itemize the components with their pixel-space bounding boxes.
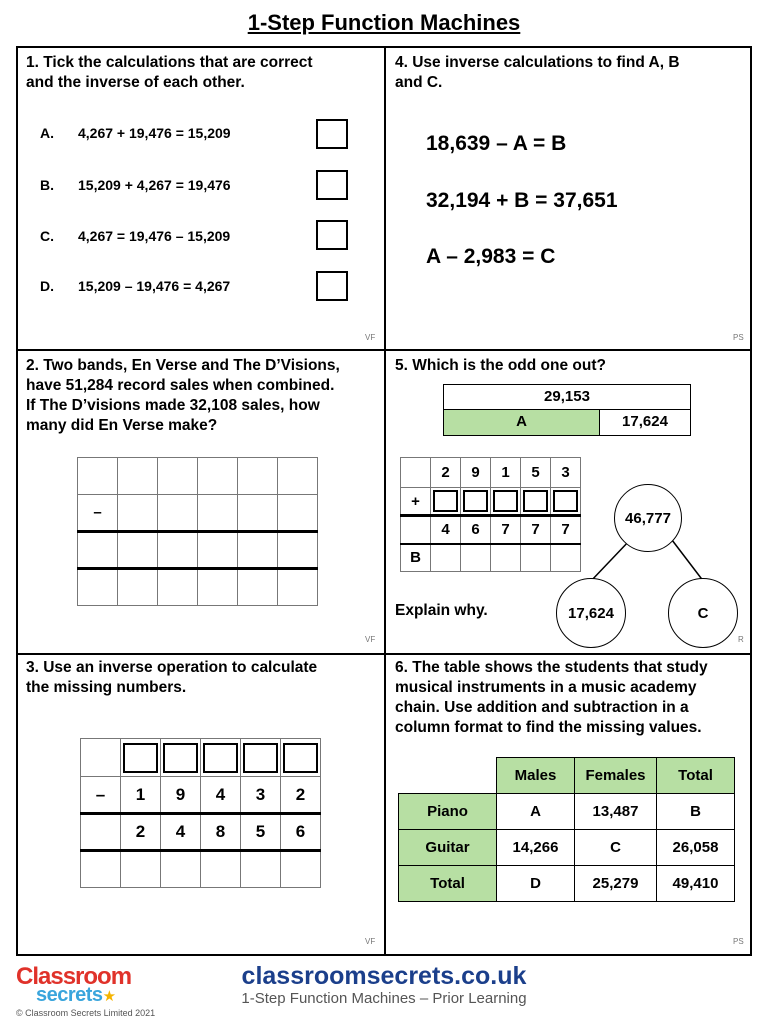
column-divider	[384, 48, 386, 954]
q6-prompt: 6. The table shows the students that study musical instruments in a music academy chain. Use addition and subtraction in a column format to find the missing values.	[395, 659, 708, 736]
q5-missing-digit-box[interactable]	[433, 490, 458, 512]
q5-tag: R	[738, 635, 744, 644]
header-females: Females	[575, 758, 657, 794]
q5-explain: Explain why.	[395, 602, 488, 619]
q4-equation-3: A – 2,983 = C	[426, 245, 556, 268]
header-total: Total	[657, 758, 735, 794]
table-row: Piano A 13,487 B	[399, 794, 735, 830]
q5-prompt: 5. Which is the odd one out?	[395, 357, 606, 374]
q3-tag: VF	[365, 937, 376, 946]
q5-missing-digit-box[interactable]	[463, 490, 488, 512]
bar-model-part-a: A	[443, 409, 600, 436]
q2-column-grid	[77, 457, 318, 606]
q5-plus-sign: +	[401, 488, 431, 516]
q4-equation-1: 18,639 – A = B	[426, 132, 567, 155]
footer-url[interactable]: classroomsecrets.co.uk	[241, 962, 527, 990]
bar-model-total: 29,153	[443, 384, 691, 410]
table-row: Guitar 14,266 C 26,058	[399, 830, 735, 866]
part-whole-part-left: 17,624	[556, 578, 626, 648]
tick-box-c[interactable]	[316, 220, 348, 250]
row-divider-2	[18, 653, 750, 655]
classroom-secrets-logo-line2: secrets★	[36, 984, 116, 1006]
copyright: © Classroom Secrets Limited 2021	[16, 1008, 156, 1018]
q2-prompt: 2. Two bands, En Verse and The D’Visions, have 51,284 record sales when combined. If The D’visions made 32,108 sales, how many did En Verse make?	[26, 357, 340, 434]
q1-row-d: D. 15,209 – 19,476 = 4,267	[40, 278, 231, 294]
q2-minus-sign: –	[78, 495, 118, 532]
q6-tag: PS	[733, 937, 744, 946]
page-title: 1-Step Function Machines	[247, 10, 521, 35]
q1-row-c: C. 4,267 = 19,476 – 15,209	[40, 228, 231, 244]
instrument-table	[398, 757, 735, 902]
q1-row-a: A. 4,267 + 19,476 = 15,209	[40, 125, 231, 141]
q3-missing-digit-box[interactable]	[243, 743, 278, 773]
q4-tag: PS	[733, 333, 744, 342]
part-whole-part-right: C	[668, 578, 738, 648]
part-whole-whole: 46,777	[614, 484, 682, 552]
q3-minus-sign: –	[81, 777, 121, 814]
classroom-secrets-logo: Classroom	[16, 963, 132, 990]
q2-tag: VF	[365, 635, 376, 644]
tick-box-d[interactable]	[316, 271, 348, 301]
q1-row-b: B. 15,209 + 4,267 = 19,476	[40, 177, 231, 193]
q4-equation-2: 32,194 + B = 37,651	[426, 189, 618, 212]
q3-missing-digit-box[interactable]	[283, 743, 318, 773]
q3-missing-digit-box[interactable]	[203, 743, 238, 773]
q5-missing-digit-box[interactable]	[523, 490, 548, 512]
tick-box-a[interactable]	[316, 119, 348, 149]
star-icon: ★	[102, 988, 116, 1005]
q5-missing-digit-box[interactable]	[493, 490, 518, 512]
table-row: Total D 25,279 49,410	[399, 866, 735, 902]
q3-missing-digit-box[interactable]	[123, 743, 158, 773]
footer-subtitle: 1-Step Function Machines – Prior Learning	[241, 990, 527, 1007]
q3-missing-digit-box[interactable]	[163, 743, 198, 773]
q1-tag: VF	[365, 333, 376, 342]
q5-column-addition: 2 9 1 5 3 + 4 6 7 7 7 B	[400, 457, 581, 572]
bar-model-part-b: 17,624	[599, 409, 691, 436]
tick-box-b[interactable]	[316, 170, 348, 200]
row-divider-1	[18, 349, 750, 351]
q5-label-b: B	[401, 544, 431, 572]
q3-column-grid: – 1 9 4 3 2 2 4 8 5 6	[80, 738, 321, 888]
q3-prompt: 3. Use an inverse operation to calculate the missing numbers.	[26, 659, 318, 696]
q4-prompt: 4. Use inverse calculations to find A, B and C.	[395, 54, 680, 91]
q1-prompt: 1. Tick the calculations that are correct and the inverse of each other.	[26, 54, 313, 91]
header-males: Males	[497, 758, 575, 794]
